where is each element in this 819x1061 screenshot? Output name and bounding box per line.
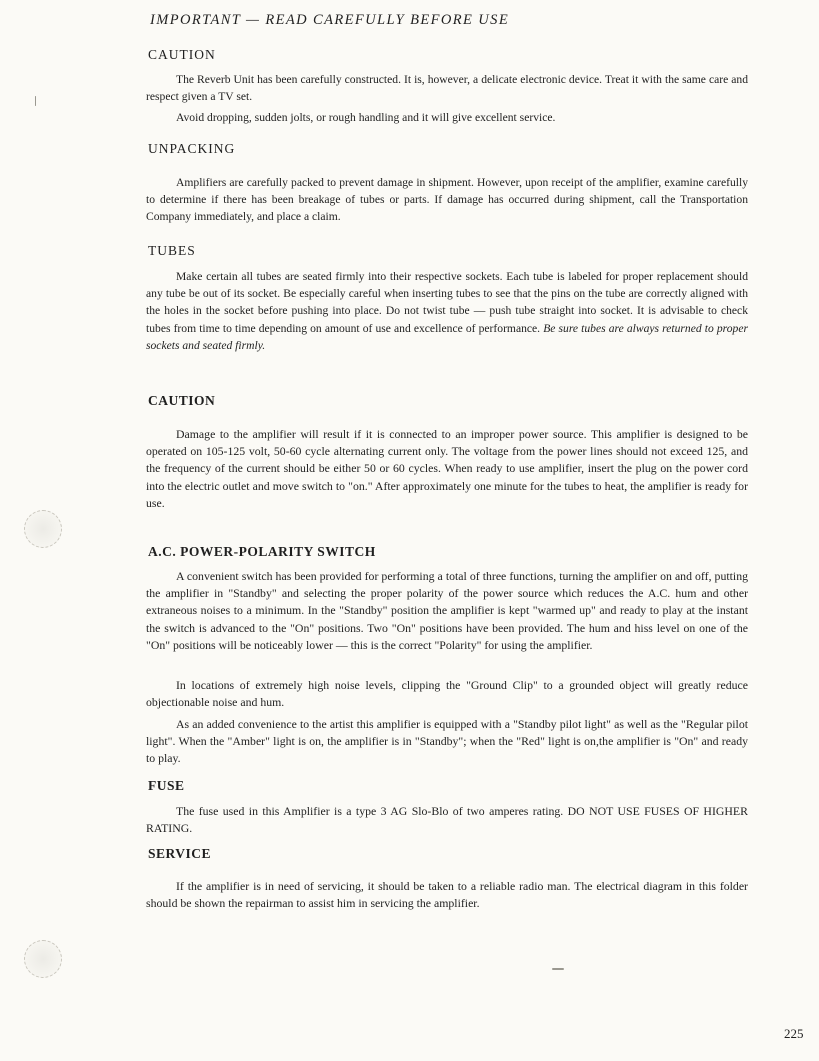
page-title: IMPORTANT — READ CAREFULLY BEFORE USE	[150, 12, 510, 28]
scan-speck	[35, 96, 36, 106]
page-number: 225	[784, 1026, 804, 1041]
tubes-heading: TUBES	[148, 243, 196, 258]
tubes-paragraph-text: Make certain all tubes are seated firmly into their respective sockets. Each tube is labeled for proper replacement should any tube be out of its socket. Be especially careful when inserting tubes to see that the pins on the tube are correctly aligned with the holes in the socket before pushing into place. Do not twist tube — push tube straight into socket. It is advisable to check tubes from time to time depending on amount of use and excellence of performance.	[146, 270, 748, 335]
service-heading: SERVICE	[148, 846, 212, 861]
caution-paragraph-1: The Reverb Unit has been carefully constructed. It is, however, a delicate electronic device. Treat it with the same care and respect given a TV set.	[146, 73, 748, 104]
tubes-paragraph	[146, 268, 748, 354]
punch-hole-mark	[24, 940, 62, 978]
ac-switch-paragraph-2: In locations of extremely high noise levels, clipping the "Ground Clip" to a grounded object will greatly reduce objectionable noise and hum.	[146, 678, 748, 710]
fuse-paragraph: The fuse used in this Amplifier is a type 3 AG Slo-Blo of two amperes rating. DO NOT USE FUSES OF HIGHER RATING.	[146, 804, 748, 836]
unpacking-heading: UNPACKING	[148, 141, 236, 156]
caution-power-paragraph: Damage to the amplifier will result if it is connected to an improper power source. This amplifier is designed to be operated on 105-125 volt, 50-60 cycle alternating current only. The voltage from the power lines should not exceed 125, and the frequency of the current should be either 50 or 60 cycles. When ready to use amplifier, insert the plug on the power cord into the electric outlet and move switch to "on." After approximately one minute for the tubes to heat, the amplifier is ready for use.	[146, 427, 748, 510]
ac-switch-heading: A.C. POWER-POLARITY SWITCH	[148, 544, 376, 559]
caution-heading: CAUTION	[148, 47, 216, 62]
tubes-emphasis: Be sure tubes are always returned to proper sockets and seated firmly.	[146, 321, 748, 352]
caution-power-heading: CAUTION	[148, 393, 216, 408]
ac-switch-paragraph-3: As an added convenience to the artist this amplifier is equipped with a "Standby pilot light" as well as the "Regular pilot light". When the "Amber" light is on, the amplifier is in "Standby"; when the "Red" light is on,the amplifier is "On" and ready to play.	[146, 717, 748, 766]
caution-paragraph-2: Avoid dropping, sudden jolts, or rough handling and it will give excellent service.	[176, 111, 556, 124]
scan-speck	[552, 968, 564, 970]
punch-hole-mark	[24, 510, 62, 548]
ac-switch-paragraph-1: A convenient switch has been provided for performing a total of three functions, turning the amplifier on and off, putting the amplifier in "Standby" and selecting the proper polarity of the power source which reduces the A.C. hum and other extraneous noises to a minimum. In the "Standby" position the amplifier is kept "warmed up" and ready to play at the instant the switch is advanced to the "On" positions. Two "On" positions have been provided. The hum and hiss level on one of the "On" positions will be noticeably lower — this is the correct "Polarity" for using the amplifier.	[146, 569, 748, 652]
service-paragraph: If the amplifier is in need of servicing, it should be taken to a reliable radio man. The electrical diagram in this folder should be shown the repairman to assist him in servicing the amplifier.	[146, 879, 748, 911]
unpacking-paragraph: Amplifiers are carefully packed to prevent damage in shipment. However, upon receipt of the amplifier, examine carefully to determine if there has been breakage of tubes or parts. If damage has occurred during shipment, call the Transportation Company immediately, and place a claim.	[146, 176, 748, 224]
fuse-heading: FUSE	[148, 778, 185, 793]
